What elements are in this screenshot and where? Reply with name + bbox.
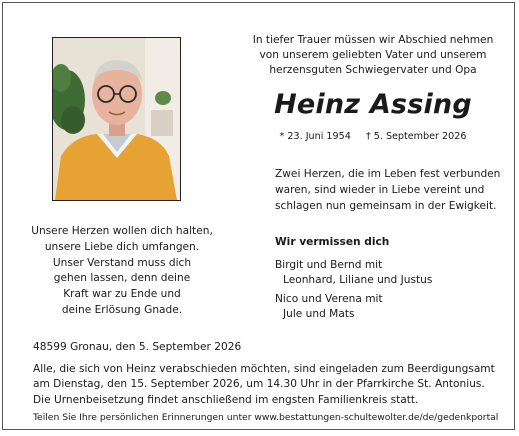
quote-line: Zwei Herzen, die im Leben fest verbunden xyxy=(275,168,501,180)
poem-line: Unser Verstand muss dich xyxy=(52,256,192,269)
family-group xyxy=(275,292,505,322)
death-date: † 5. September 2026 xyxy=(365,131,467,142)
quote-line: waren, sind wieder in Liebe vereint und xyxy=(275,184,485,196)
poem-line: gehen lassen, denn deine xyxy=(53,272,191,285)
intro-line: In tiefer Trauer müssen wir Abschied nehmen xyxy=(252,34,494,46)
portrait-photo xyxy=(52,37,181,201)
obituary-notice xyxy=(2,2,515,430)
birth-date: * 23. Juni 1954 xyxy=(279,131,351,142)
deceased-name: Heinz Assing xyxy=(274,89,472,120)
family-group xyxy=(275,258,505,288)
place-date: 48599 Gronau, den 5. September 2026 xyxy=(33,341,242,353)
mourners-heading: Wir vermissen dich xyxy=(275,236,390,248)
poem-line: Unsere Herzen wollen dich halten, xyxy=(31,225,213,237)
poem-line: unsere Liebe dich umfangen. xyxy=(44,240,200,253)
family-main: Birgit und Bernd mit xyxy=(275,259,383,271)
memorial-portal-text: Teilen Sie Ihre persönlichen Erinnerungen unter www.bestattungen-schultewolter.de/de/gedenkportal xyxy=(33,412,499,423)
funeral-info xyxy=(33,340,511,426)
mourners-list xyxy=(275,258,505,326)
quote-line: schlagen nun gemeinsam in der Ewigkeit. xyxy=(275,200,497,212)
family-main: Nico und Verena mit xyxy=(275,293,383,305)
poem-line: deine Erlösung Gnade. xyxy=(61,303,183,316)
info-line: Alle, die sich von Heinz verabschieden möchten, sind eingeladen zum Beerdigungsamt xyxy=(33,362,495,375)
poem-line: Kraft war zu Ende und xyxy=(63,288,181,301)
family-children: Jule und Mats xyxy=(283,308,355,320)
portrait-illustration xyxy=(53,38,180,200)
hearts-quote xyxy=(275,166,515,214)
info-line: Die Urnenbeisetzung findet anschließend im engsten Familienkreis statt. xyxy=(33,393,419,406)
poem xyxy=(15,224,229,319)
intro-text xyxy=(239,33,507,78)
intro-line: herzensguten Schwiegervater und Opa xyxy=(269,64,477,76)
info-line: am Dienstag, den 15. September 2026, um 14.30 Uhr in der Pfarrkirche St. Antonius. xyxy=(33,378,485,390)
intro-line: von unserem geliebten Vater und unserem xyxy=(259,49,487,61)
life-dates xyxy=(239,131,507,142)
family-children: Leonhard, Liliane und Justus xyxy=(283,274,433,286)
